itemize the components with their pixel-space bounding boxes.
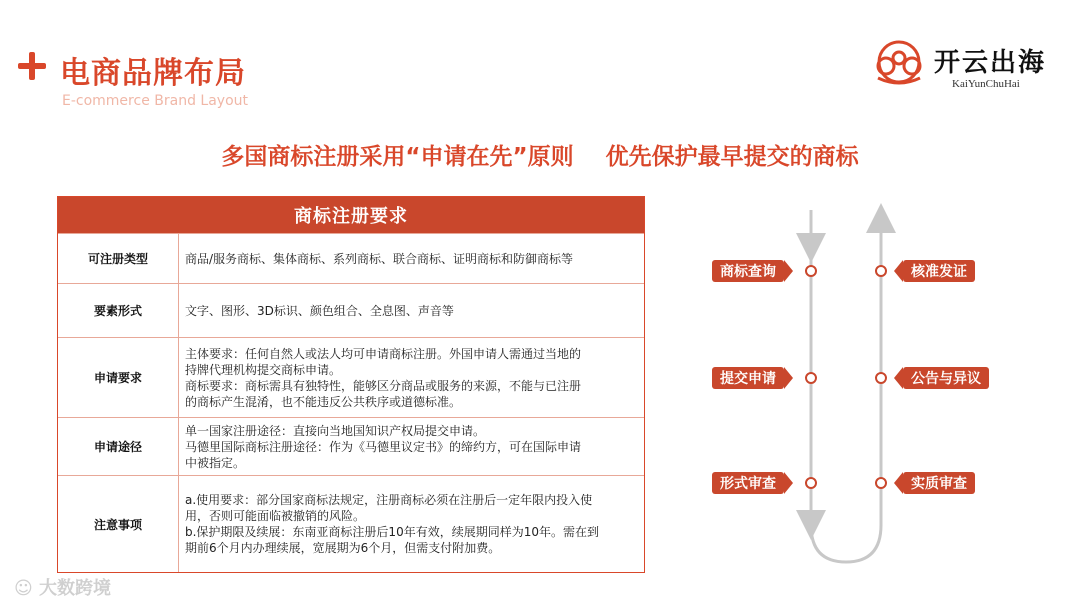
step-announcement-opposition: 公告与异议 <box>903 367 989 389</box>
brand-logo <box>868 38 1068 98</box>
row-content: 主体要求：任何自然人或法人均可申请商标注册。外国申请人需通过当地的 持牌代理机构提交商标申请。 商标要求：商标需具有独特性，能够区分商品或服务的来源，不能与已注册 的商标产生混淆，也不能违反公共秩序或道德标准。 <box>185 346 582 409</box>
step-dot <box>805 372 817 384</box>
headline: 多国商标注册采用“申请在先”原则 优先保护最早提交的商标 <box>221 144 859 170</box>
step-substantive-review: 实质审查 <box>903 472 975 494</box>
watermark-icon: ☺ <box>14 578 33 599</box>
flow-track <box>700 200 1000 580</box>
row-content: 商品/服务商标、集体商标、系列商标、联合商标、证明商标和防御商标等 <box>185 251 574 266</box>
requirements-table <box>57 196 645 573</box>
step-trademark-search: 商标查询 <box>712 260 784 282</box>
step-formal-review: 形式审查 <box>712 472 784 494</box>
row-label: 申请途径 <box>58 418 179 475</box>
row-label: 注意事项 <box>58 476 179 572</box>
row-content: a.使用要求：部分国家商标法规定，注册商标必须在注册后一定年限内投入使 用，否则可能面临被撤销的风险。 b.保护期限及续展：东南亚商标注册后10年有效，续展期同样为10年。需在到 期前6个月内办理续展，宽展期为6个月，但需支付附加费。 <box>185 493 599 555</box>
row-label: 申请要求 <box>58 338 179 417</box>
table-row <box>58 475 644 572</box>
table-row <box>58 233 644 283</box>
logo-text: 开云出海 <box>934 48 1047 78</box>
row-content: 文字、图形、3D标识、颜色组合、全息图、声音等 <box>185 303 454 318</box>
row-content: 单一国家注册途径：直接向当地国知识产权局提交申请。 马德里国际商标注册途径：作为《马德里议定书》的缔约方，可在国际申请 中被指定。 <box>185 423 582 470</box>
table-row <box>58 337 644 417</box>
row-label: 要素形式 <box>58 284 179 337</box>
step-dot <box>805 265 817 277</box>
page-title: 电商品牌布局 <box>60 56 246 91</box>
cloud-logo-icon <box>868 38 930 88</box>
logo-english: KaiYunChuHai <box>952 78 1020 90</box>
table-title: 商标注册要求 <box>58 197 644 233</box>
table-row <box>58 283 644 337</box>
step-dot <box>875 265 887 277</box>
page-subtitle: E-commerce Brand Layout <box>62 93 248 109</box>
registration-flow <box>700 200 1000 580</box>
step-dot <box>805 477 817 489</box>
step-dot <box>875 372 887 384</box>
watermark-text: 大数跨境 <box>39 578 112 599</box>
step-submit-application: 提交申请 <box>712 367 784 389</box>
row-label: 可注册类型 <box>58 234 179 283</box>
table-row <box>58 417 644 475</box>
plus-icon <box>18 52 46 80</box>
step-dot <box>875 477 887 489</box>
watermark <box>14 574 111 600</box>
step-approval-certificate: 核准发证 <box>903 260 975 282</box>
